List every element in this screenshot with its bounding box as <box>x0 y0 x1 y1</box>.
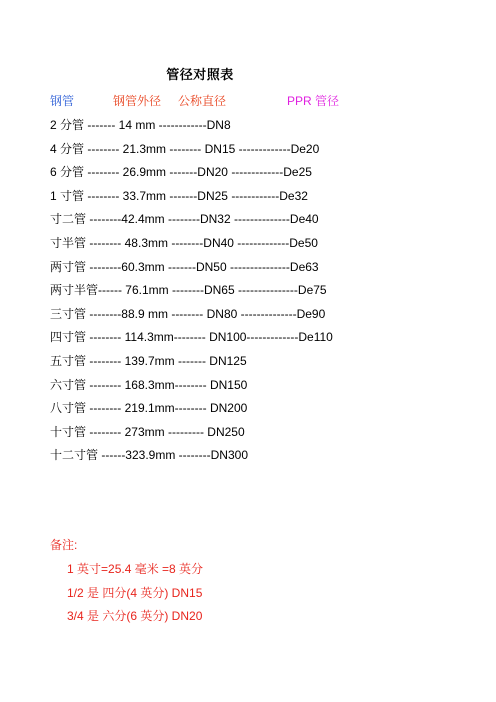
list-item: 4 分管 -------- 21.3mm -------- DN15 -------------De20 <box>50 141 320 156</box>
list-item: 寸半管 -------- 48.3mm --------DN40 -------------De50 <box>50 235 318 250</box>
page-title: 管径对照表 <box>166 67 234 82</box>
list-item: 寸二管 --------42.4mm --------DN32 --------------De40 <box>50 212 319 227</box>
list-item: 四寸管 -------- 114.3mm-------- DN100-------------De110 <box>50 330 333 345</box>
notes-label: 备注: <box>50 538 78 552</box>
header-outer-diameter: 钢管外径 <box>113 94 162 108</box>
list-item: 两寸管 --------60.3mm -------DN50 ---------------De63 <box>50 259 319 274</box>
list-item: 两寸半管------ 76.1mm --------DN65 ---------------De75 <box>50 283 327 298</box>
list-item: 1 寸管 -------- 33.7mm -------DN25 ------------De32 <box>50 188 308 203</box>
header-ppr-diameter: PPR 管径 <box>287 94 340 108</box>
note-item: 1/2 是 四分(4 英分) DN15 <box>67 585 203 600</box>
pipe-size-list <box>50 117 333 471</box>
notes-list <box>67 561 203 632</box>
list-item: 五寸管 -------- 139.7mm ------- DN125 <box>50 353 247 368</box>
list-item: 八寸管 -------- 219.1mm-------- DN200 <box>50 401 248 416</box>
list-item: 三寸管 --------88.9 mm -------- DN80 --------------De90 <box>50 306 326 321</box>
list-item: 十二寸管 ------323.9mm --------DN300 <box>50 448 248 463</box>
list-item: 十寸管 -------- 273mm --------- DN250 <box>50 424 245 439</box>
list-item: 六寸管 -------- 168.3mm-------- DN150 <box>50 377 248 392</box>
note-item: 3/4 是 六分(6 英分) DN20 <box>67 609 203 624</box>
header-nominal-diameter: 公称直径 <box>178 94 227 108</box>
list-item: 6 分管 -------- 26.9mm -------DN20 -------------De25 <box>50 165 312 180</box>
note-item: 1 英寸=25.4 毫米 =8 英分 <box>67 562 204 576</box>
list-item: 2 分管 ------- 14 mm ------------DN8 <box>50 118 231 132</box>
header-steel-pipe: 钢管 <box>50 94 75 108</box>
